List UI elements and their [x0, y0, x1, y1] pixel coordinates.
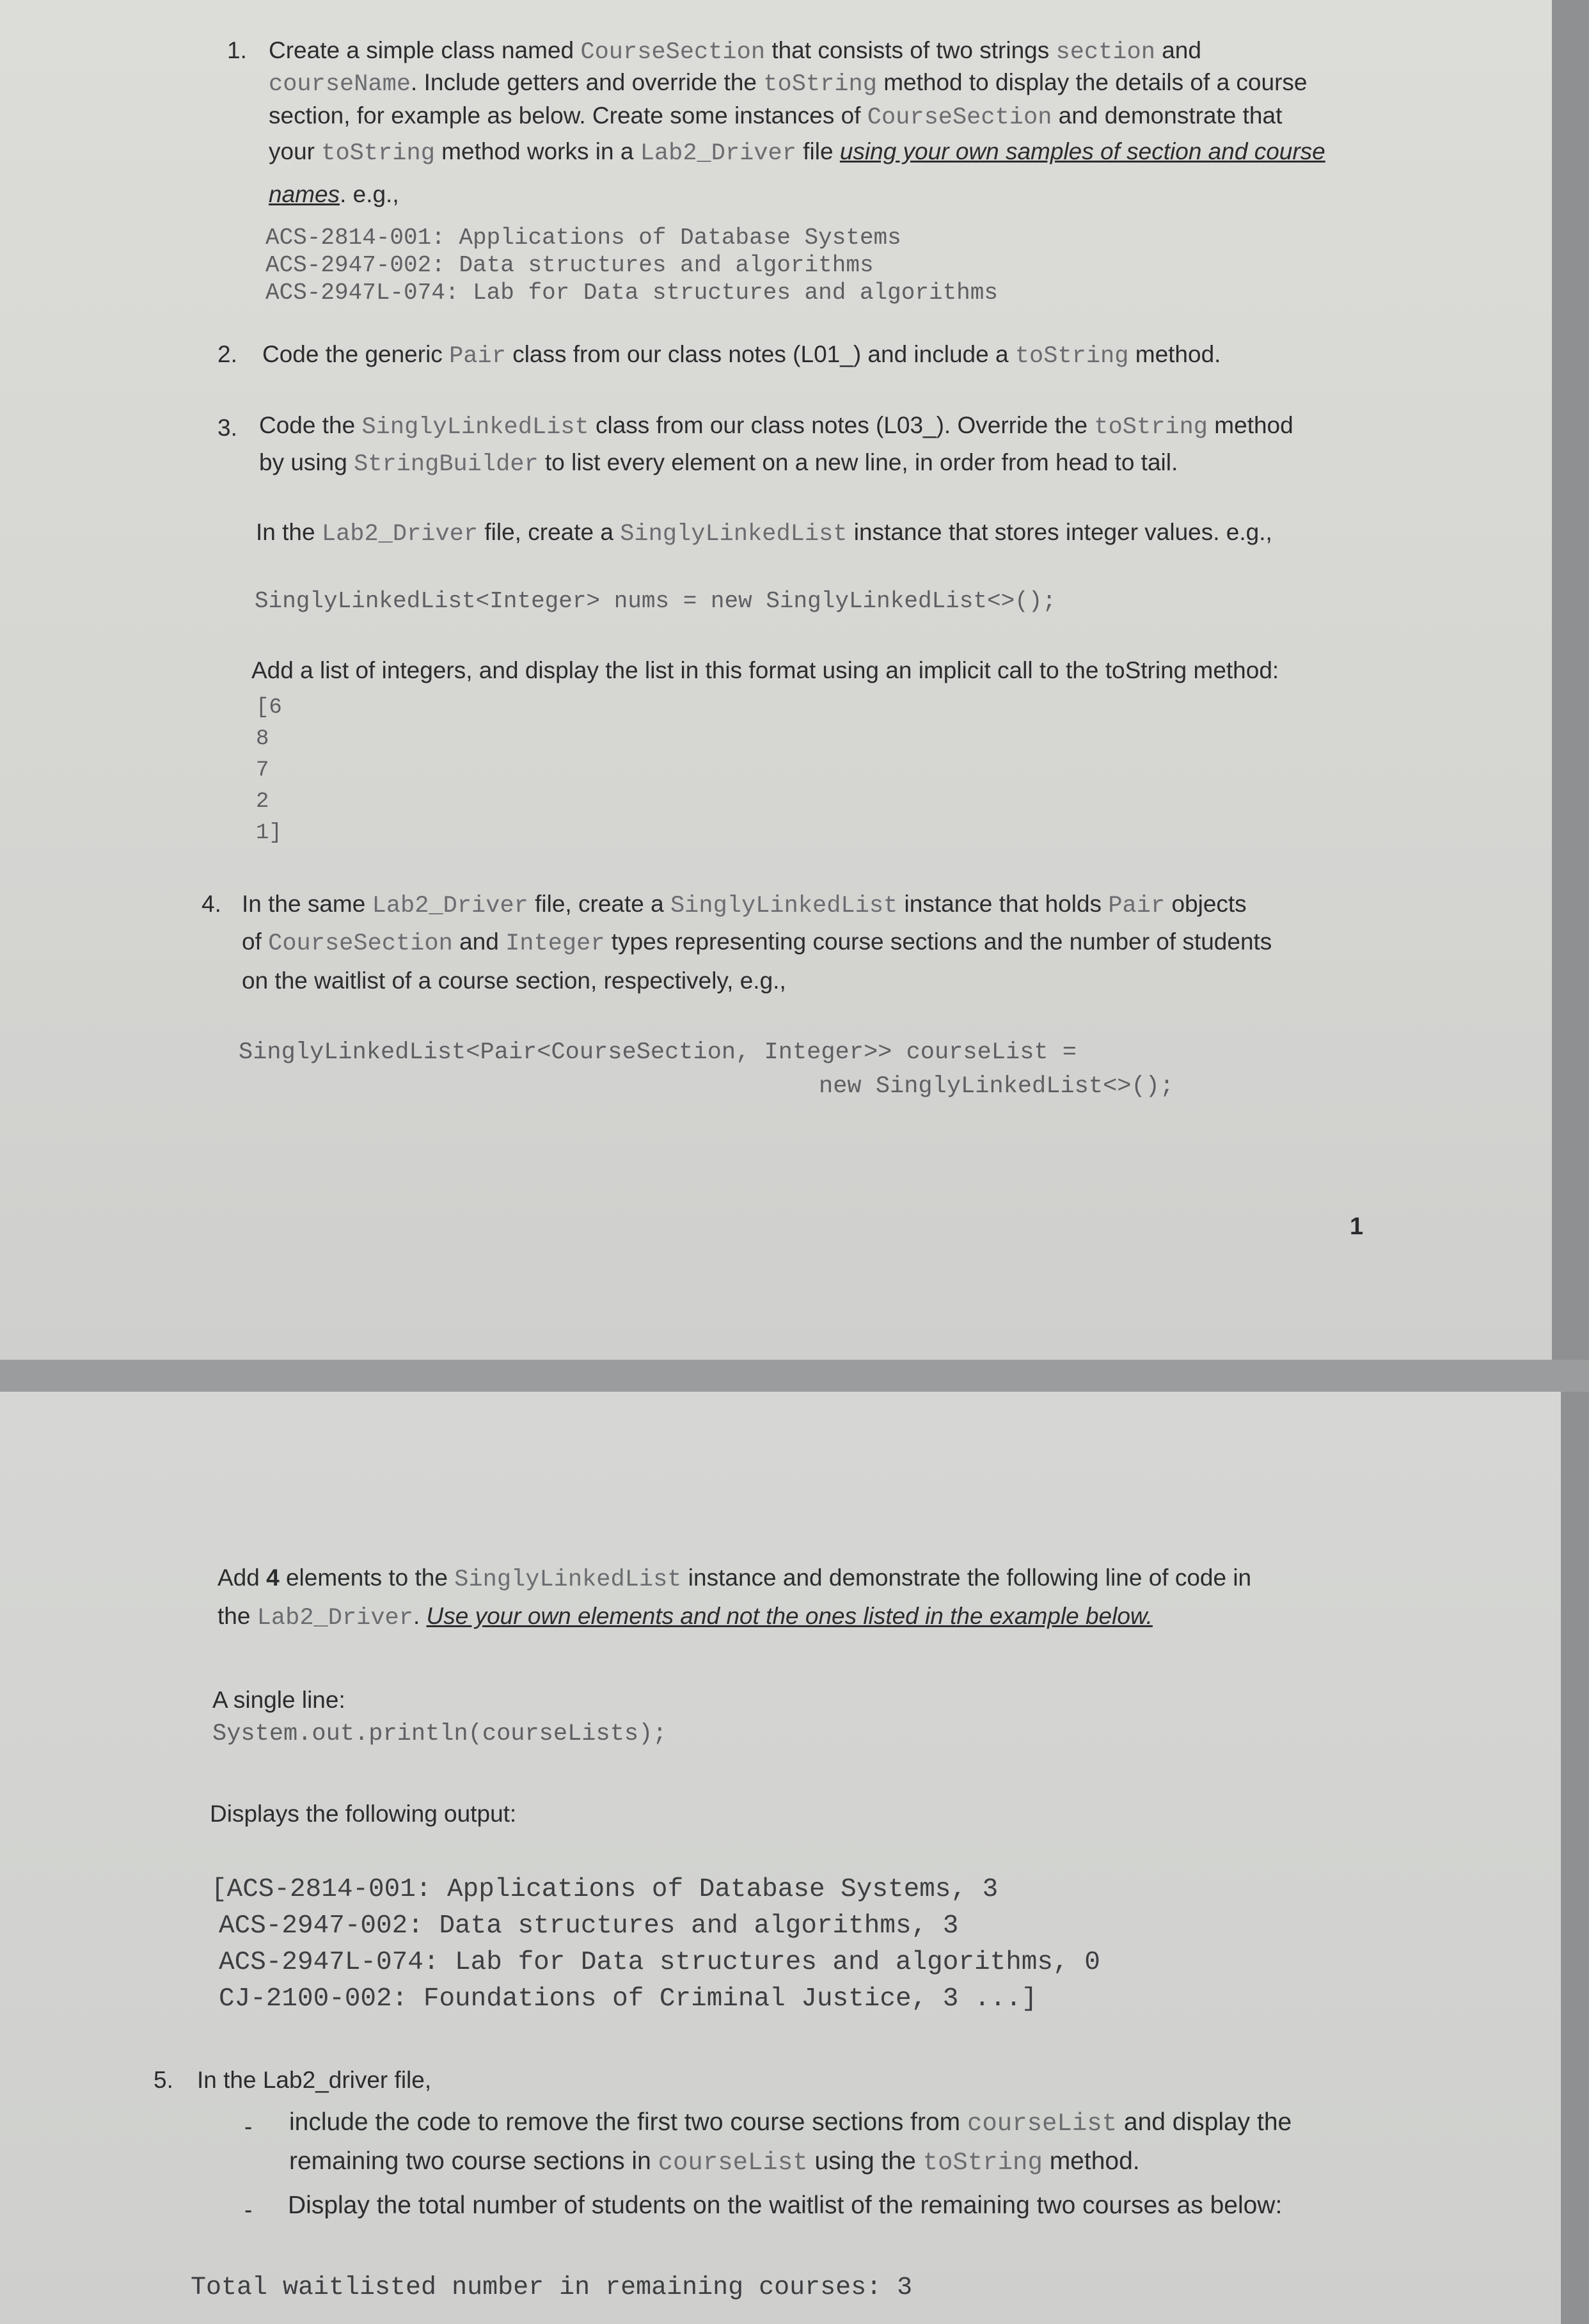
output-line: ACS-2947L-074: Lab for Data structures and algorithms, 0: [219, 1948, 1100, 1977]
item-4-line-2: of CourseSection and Integer types representing course sections and the number of students: [242, 928, 1272, 957]
page-gap: [0, 1360, 1589, 1392]
intro-line-1: Add 4 elements to the SinglyLinkedList instance and demonstrate the following line of code in: [217, 1564, 1252, 1593]
item-3-number: 3.: [217, 415, 237, 441]
output-line: [6: [256, 696, 282, 720]
output-line: [ACS-2814-001: Applications of Database Systems, 3: [211, 1875, 999, 1904]
item-1-line-2: courseName. Include getters and override the toString method to display the details of a course: [269, 69, 1308, 98]
item-1-line-5: names. e.g.,: [269, 181, 399, 207]
item-3-line-4: Add a list of integers, and display the list in this format using an implicit call to the toString method:: [251, 657, 1279, 683]
item-4-number: 4.: [202, 891, 221, 917]
code-line: ACS-2814-001: Applications of Database Systems: [265, 225, 901, 251]
item-3-line-1: Code the SinglyLinkedList class from our class notes (L03_). Override the toString method: [259, 412, 1293, 441]
item-1-number: 1.: [227, 37, 247, 63]
output-line: ACS-2947-002: Data structures and algorithms, 3: [219, 1911, 959, 1941]
item-5-line-1: In the Lab2_driver file,: [197, 2067, 432, 2093]
item-2-number: 2.: [217, 341, 237, 367]
item-3-code: SinglyLinkedList<Integer> nums = new SinglyLinkedList<>();: [255, 588, 1057, 614]
code-line: ACS-2947L-074: Lab for Data structures and algorithms: [265, 280, 998, 306]
output-line: 8: [256, 727, 269, 751]
output-line: 7: [256, 758, 269, 783]
output-line: 2: [256, 790, 269, 814]
item-3-line-2: by using StringBuilder to list every element on a new line, in order from head to tail.: [259, 449, 1178, 478]
item-1-code-sample: [265, 224, 998, 306]
bullet-1-line-a: include the code to remove the first two course sections from courseList and display the: [289, 2108, 1292, 2138]
bullet-1-line-b: remaining two course sections in courseList using the toString method.: [289, 2147, 1140, 2177]
item-1-line-4: your toString method works in a Lab2_Driver file using your own samples of section and course: [269, 138, 1325, 167]
single-line-code: System.out.println(courseLists);: [212, 1721, 667, 1747]
single-line-label: A single line:: [212, 1687, 345, 1713]
item-2-line-1: Code the generic Pair class from our class notes (L01_) and include a toString method.: [262, 341, 1221, 370]
item-1-line-1: Create a simple class named CourseSection that consists of two strings section and: [269, 37, 1201, 66]
bullet-dash: -: [244, 2113, 253, 2140]
item-1-line-3: section, for example as below. Create some instances of CourseSection and demonstrate that: [269, 102, 1283, 131]
item-3-line-3: In the Lab2_Driver file, create a SinglyLinkedList instance that stores integer values. e.g.,: [256, 519, 1272, 548]
item-5-number: 5.: [154, 2067, 173, 2093]
intro-line-2: the Lab2_Driver. Use your own elements and not the ones listed in the example below.: [217, 1603, 1153, 1632]
item-4-code-line-2: new SinglyLinkedList<>();: [819, 1073, 1174, 1100]
expected-output: [211, 1872, 1100, 2018]
item-4-line-1: In the same Lab2_Driver file, create a SinglyLinkedList instance that holds Pair objects: [242, 891, 1247, 919]
document-page-2: [0, 1392, 1561, 2324]
total-waitlisted-output: Total waitlisted number in remaining courses: 3: [191, 2273, 913, 2302]
item-4-code-line-1: SinglyLinkedList<Pair<CourseSection, Integer>> courseList =: [239, 1039, 1077, 1066]
item-4-line-3: on the waitlist of a course section, respectively, e.g.,: [242, 967, 786, 994]
page-number: 1: [1350, 1213, 1364, 1240]
displays-label: Displays the following output:: [210, 1801, 517, 1827]
bullet-dash: -: [244, 2197, 253, 2223]
output-line: 1]: [256, 821, 282, 845]
output-line: CJ-2100-002: Foundations of Criminal Justice, 3 ...]: [219, 1984, 1038, 2014]
item-3-output: [256, 692, 282, 849]
code-line: ACS-2947-002: Data structures and algorithms: [265, 252, 874, 278]
bullet-2: Display the total number of students on the waitlist of the remaining two courses as below:: [288, 2192, 1283, 2219]
